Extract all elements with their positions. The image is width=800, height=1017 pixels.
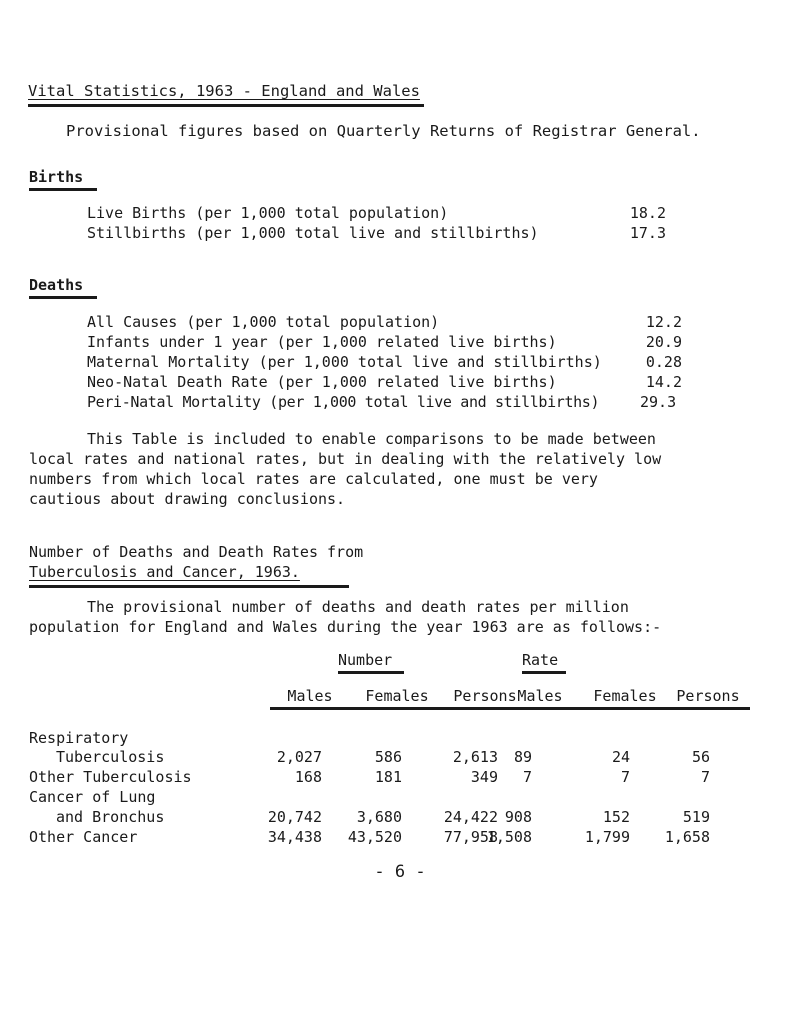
table-cell: 7 (620, 768, 630, 786)
deaths-row-label: Maternal Mortality (per 1,000 total live and stillbirths) (87, 353, 602, 371)
deaths-row-value: 0.28 (645, 353, 682, 371)
table-cell: 1,799 (584, 828, 630, 846)
births-row-label: Live Births (per 1,000 total population) (87, 204, 449, 222)
births-heading-rule (29, 188, 97, 191)
group-header-number: Number (338, 651, 393, 669)
table-cell: 181 (374, 768, 402, 786)
table-cell: 1,658 (664, 828, 710, 846)
subtitle: Provisional figures based on Quarterly Returns of Registrar General. (66, 122, 701, 140)
note-line: local rates and national rates, but in dealing with the relatively low (29, 450, 662, 468)
table-cell: 586 (374, 748, 402, 766)
deaths-row-label: Infants under 1 year (per 1,000 related live births) (87, 333, 557, 351)
deaths-heading-rule (29, 296, 97, 299)
tb-intro-line1: The provisional number of deaths and death rates per million (87, 598, 629, 616)
births-row-value: 18.2 (629, 204, 666, 222)
row-label: Other Tuberculosis (29, 768, 192, 786)
note-line: numbers from which local rates are calculated, one must be very (29, 470, 598, 488)
deaths-row-label: All Causes (per 1,000 total population) (87, 313, 440, 331)
row-label: Tuberculosis (56, 748, 165, 766)
column-header-rule (270, 707, 750, 710)
table-cell: 168 (294, 768, 322, 786)
table-cell: 908 (504, 808, 532, 826)
tb-heading-rule (29, 585, 349, 588)
row-label: Cancer of Lung (29, 788, 156, 806)
column-header: Males (287, 687, 333, 705)
column-header: Females (365, 687, 429, 705)
row-label: Other Cancer (29, 828, 138, 846)
table-cell: 56 (691, 748, 710, 766)
table-cell: 43,520 (347, 828, 402, 846)
table-cell: 77,958 (443, 828, 498, 846)
title-rule (28, 104, 424, 107)
table-cell: 34,438 (267, 828, 322, 846)
births-heading: Births (29, 168, 84, 186)
note-line: cautious about drawing conclusions. (29, 490, 346, 508)
deaths-row-value: 29.3 (640, 393, 677, 411)
table-cell: 89 (513, 748, 532, 766)
group-number-rule (338, 671, 404, 674)
table-cell: 24,422 (443, 808, 498, 826)
table-cell: 152 (602, 808, 630, 826)
column-header: Males (517, 687, 563, 705)
deaths-row-value: 14.2 (645, 373, 682, 391)
deaths-heading: Deaths (29, 276, 84, 294)
row-label: and Bronchus (56, 808, 165, 826)
table-cell: 519 (682, 808, 710, 826)
table-cell: 2,613 (452, 748, 498, 766)
group-header-rate: Rate (522, 651, 559, 669)
page-title: Vital Statistics, 1963 - England and Wales (28, 82, 420, 100)
table-cell: 349 (470, 768, 498, 786)
page-number: - 6 - (374, 862, 426, 882)
table-cell: 7 (522, 768, 532, 786)
tb-heading-line2: Tuberculosis and Cancer, 1963. (29, 563, 300, 581)
deaths-row-label: Neo-Natal Death Rate (per 1,000 related live births) (87, 373, 557, 391)
deaths-row-label: Peri-Natal Mortality (per 1,000 total live and stillbirths) (87, 393, 600, 411)
table-cell: 7 (700, 768, 710, 786)
table-cell: 24 (611, 748, 630, 766)
table-cell: 2,027 (276, 748, 322, 766)
group-rate-rule (522, 671, 566, 674)
column-header: Persons (676, 687, 740, 705)
note-line: This Table is included to enable comparisons to be made between (87, 430, 656, 448)
births-row-value: 17.3 (629, 224, 666, 242)
column-header: Persons (453, 687, 517, 705)
table-cell: 3,680 (356, 808, 402, 826)
column-header: Females (593, 687, 657, 705)
births-row-label: Stillbirths (per 1,000 total live and stillbirths) (87, 224, 539, 242)
table-cell: 20,742 (267, 808, 322, 826)
tb-heading-line1: Number of Deaths and Death Rates from (29, 543, 364, 561)
table-cell: 1,508 (486, 828, 532, 846)
deaths-row-value: 20.9 (645, 333, 682, 351)
tb-intro-line2: population for England and Wales during the year 1963 are as follows:- (29, 618, 662, 636)
row-label: Respiratory (29, 729, 129, 747)
deaths-row-value: 12.2 (645, 313, 682, 331)
